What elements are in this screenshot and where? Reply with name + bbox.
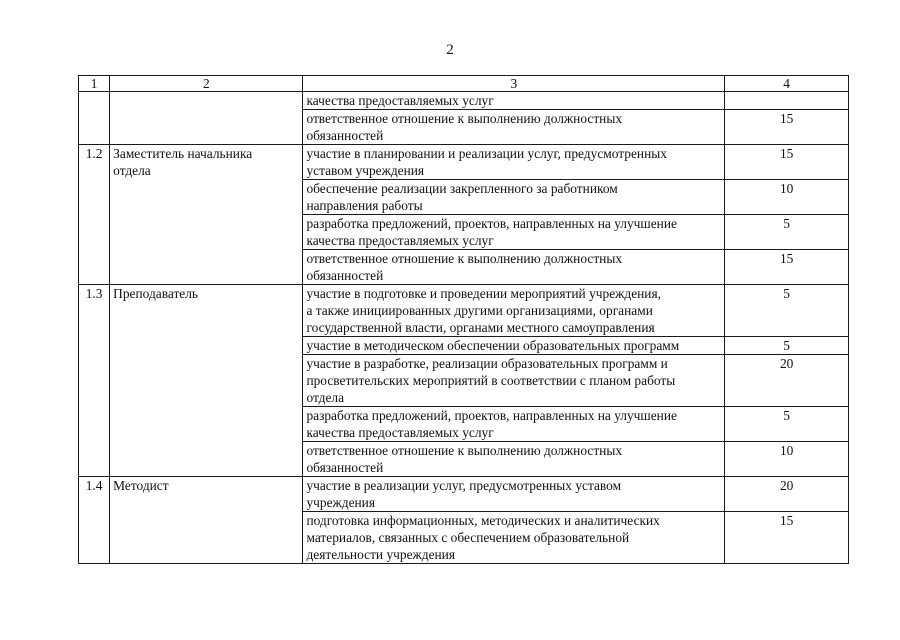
position-cell: Заместитель начальника отдела <box>110 145 303 180</box>
table-row <box>79 442 849 477</box>
points-cell: 10 <box>725 442 849 477</box>
points-cell <box>725 92 849 110</box>
table-row <box>79 407 849 442</box>
criterion-cell: разработка предложений, проектов, направленных на улучшение качества предоставляемых услуг <box>303 215 725 250</box>
criterion-cell: участие в подготовке и проведении мероприятий учреждения, а также инициированных другими организациями, органами государственной власти, органами местного самоуправления <box>303 285 725 337</box>
position-cell <box>110 512 303 564</box>
points-cell: 10 <box>725 180 849 215</box>
table-row <box>79 512 849 564</box>
row-number-cell <box>79 442 110 477</box>
table-row <box>79 145 849 180</box>
position-cell <box>110 407 303 442</box>
staff-criteria-table <box>78 75 849 564</box>
row-number-cell <box>79 355 110 407</box>
points-cell: 5 <box>725 215 849 250</box>
row-number-cell <box>79 337 110 355</box>
criterion-cell: обеспечение реализации закрепленного за работником направления работы <box>303 180 725 215</box>
row-number-cell <box>79 250 110 285</box>
position-cell: Преподаватель <box>110 285 303 337</box>
position-cell <box>110 337 303 355</box>
criterion-cell: разработка предложений, проектов, направленных на улучшение качества предоставляемых услуг <box>303 407 725 442</box>
table-row <box>79 477 849 512</box>
row-number-cell <box>79 110 110 145</box>
points-cell: 20 <box>725 477 849 512</box>
position-cell <box>110 442 303 477</box>
header-cell: 4 <box>725 76 849 92</box>
table-row <box>79 92 849 110</box>
criterion-cell: ответственное отношение к выполнению должностных обязанностей <box>303 110 725 145</box>
header-cell: 1 <box>79 76 110 92</box>
points-cell: 15 <box>725 110 849 145</box>
row-number-cell <box>79 407 110 442</box>
criterion-cell: участие в планировании и реализации услуг, предусмотренных уставом учреждения <box>303 145 725 180</box>
table-row <box>79 110 849 145</box>
criterion-cell: ответственное отношение к выполнению должностных обязанностей <box>303 250 725 285</box>
header-cell: 3 <box>303 76 725 92</box>
row-number-cell <box>79 92 110 110</box>
table-row <box>79 285 849 337</box>
points-cell: 5 <box>725 407 849 442</box>
criterion-cell: участие в реализации услуг, предусмотренных уставом учреждения <box>303 477 725 512</box>
page-number: 2 <box>446 42 454 58</box>
position-cell <box>110 355 303 407</box>
table-row <box>79 180 849 215</box>
row-number-cell <box>79 180 110 215</box>
points-cell: 5 <box>725 285 849 337</box>
criterion-cell: подготовка информационных, методических и аналитических материалов, связанных с обеспечением образовательной деятельности учреждения <box>303 512 725 564</box>
criterion-cell: участие в разработке, реализации образовательных программ и просветительских мероприятий в соответствии с планом работы отдела <box>303 355 725 407</box>
row-number-cell: 1.2 <box>79 145 110 180</box>
table-row <box>79 355 849 407</box>
criterion-cell: качества предоставляемых услуг <box>303 92 725 110</box>
position-cell <box>110 110 303 145</box>
position-cell <box>110 180 303 215</box>
position-cell <box>110 215 303 250</box>
criterion-cell: ответственное отношение к выполнению должностных обязанностей <box>303 442 725 477</box>
table-header-row <box>79 76 849 92</box>
position-cell <box>110 250 303 285</box>
row-number-cell: 1.4 <box>79 477 110 512</box>
row-number-cell <box>79 215 110 250</box>
points-cell: 15 <box>725 512 849 564</box>
table-row <box>79 215 849 250</box>
criterion-cell: участие в методическом обеспечении образовательных программ <box>303 337 725 355</box>
points-cell: 15 <box>725 145 849 180</box>
table-row <box>79 250 849 285</box>
row-number-cell: 1.3 <box>79 285 110 337</box>
row-number-cell <box>79 512 110 564</box>
header-cell: 2 <box>110 76 303 92</box>
position-cell: Методист <box>110 477 303 512</box>
points-cell: 5 <box>725 337 849 355</box>
points-cell: 15 <box>725 250 849 285</box>
position-cell <box>110 92 303 110</box>
table-row <box>79 337 849 355</box>
points-cell: 20 <box>725 355 849 407</box>
